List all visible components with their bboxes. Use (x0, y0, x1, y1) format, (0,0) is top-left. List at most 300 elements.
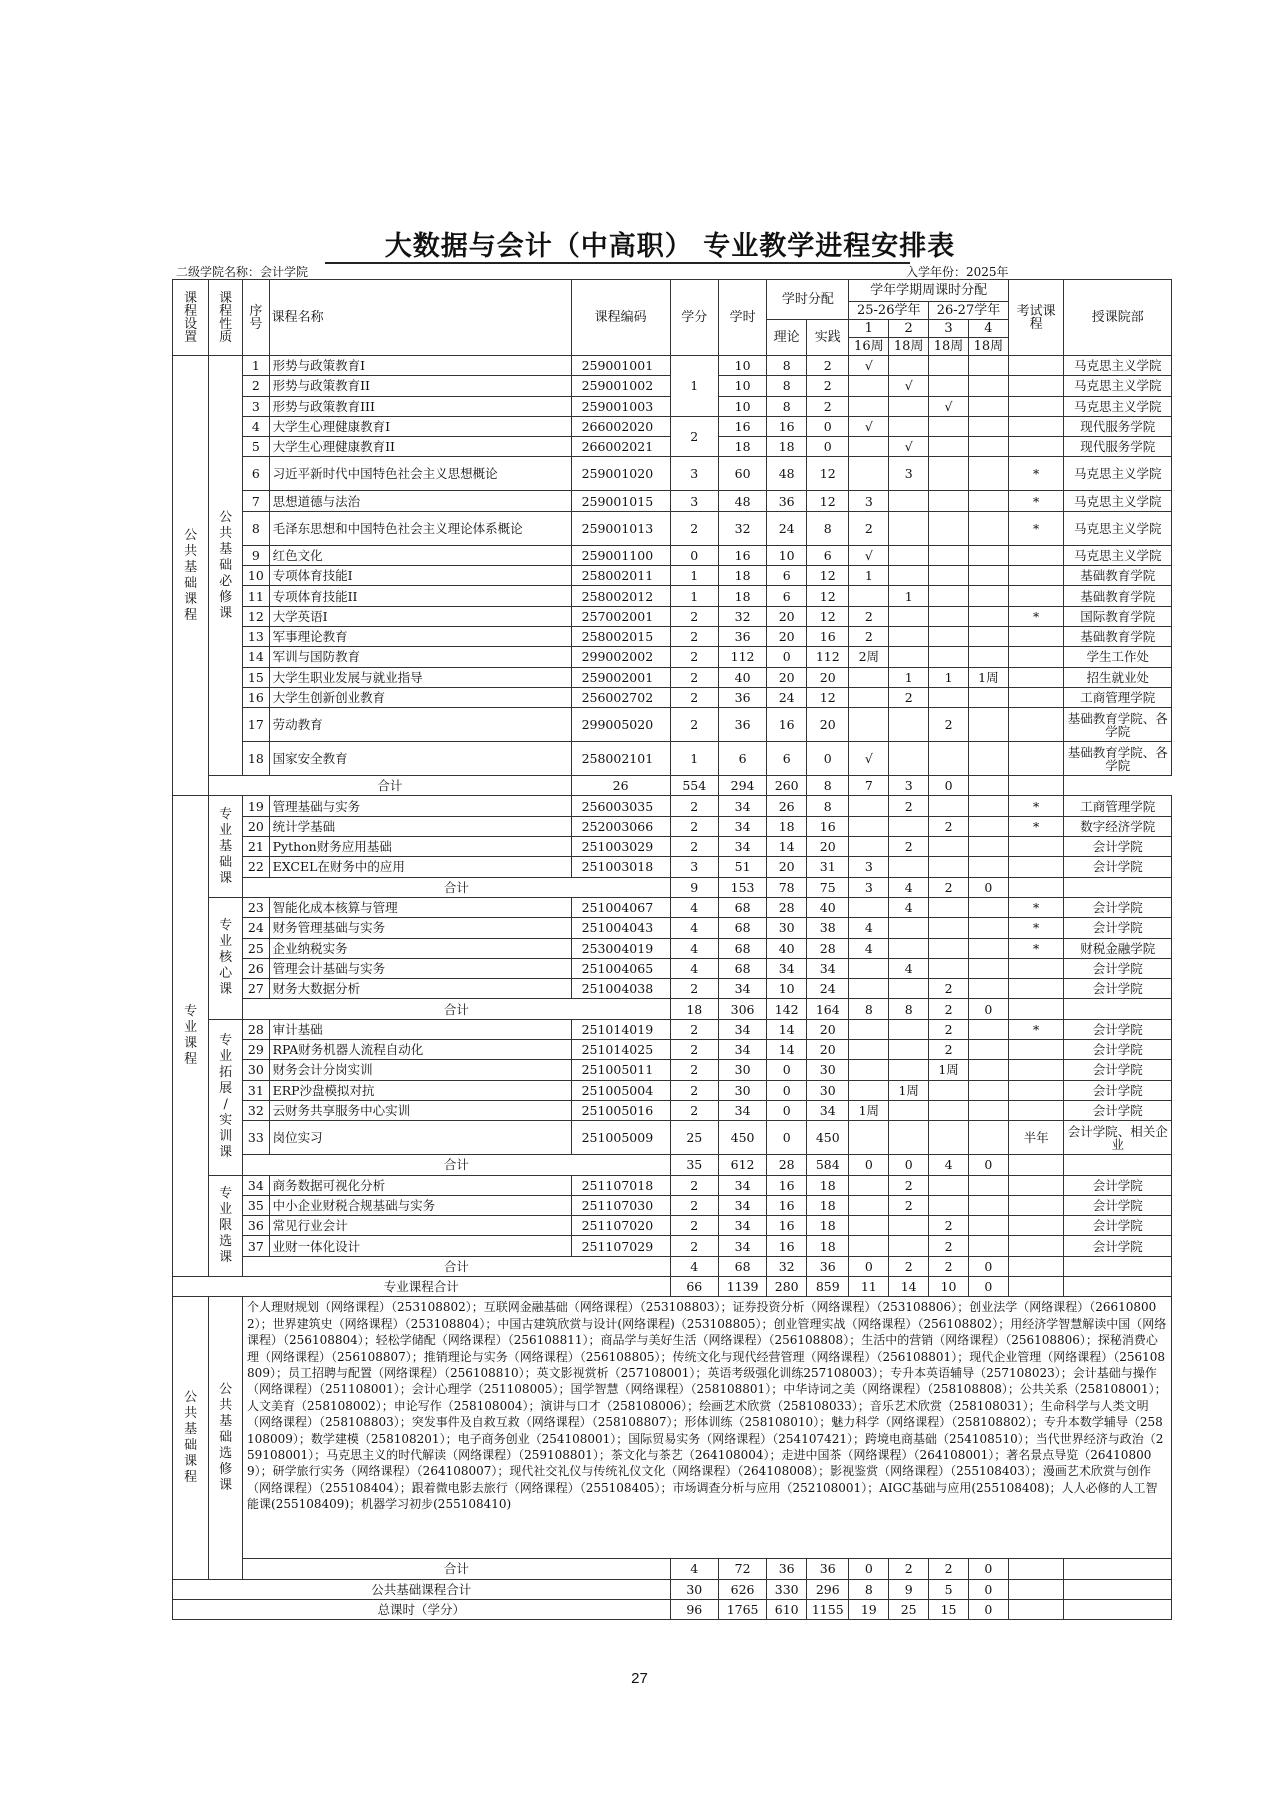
table-row (173, 1040, 1172, 1060)
course-s4 (968, 511, 1008, 545)
table-row (173, 1121, 1172, 1155)
course-name: 专项体育技能I (269, 566, 571, 586)
course-no: 33 (243, 1121, 270, 1155)
group-public-basic: 公 共 基 础 课 程 (173, 356, 209, 796)
course-dept: 马克思主义学院 (1064, 396, 1172, 416)
subtotal-label: 合计 (243, 999, 671, 1019)
course-practice: 8 (807, 796, 849, 816)
course-code: 258002011 (571, 566, 670, 586)
course-exam (1008, 1216, 1064, 1236)
subtotal-dept (1064, 1276, 1172, 1296)
course-code: 256003035 (571, 796, 670, 816)
course-dept: 国际教育学院 (1064, 606, 1172, 626)
subtotal-credit: 18 (670, 999, 718, 1019)
course-s3: 2 (929, 816, 969, 836)
course-name: 大学生心理健康教育II (269, 437, 571, 457)
course-no: 37 (243, 1236, 270, 1256)
subtotal-theory: 78 (767, 877, 807, 897)
course-s1: √ (849, 356, 889, 376)
course-exam: * (1008, 897, 1064, 917)
subtotal-s3: 4 (929, 1155, 969, 1175)
course-dept: 会计学院 (1064, 1236, 1172, 1256)
subtotal-practice: 584 (807, 1155, 849, 1175)
table-row (173, 491, 1172, 511)
course-s3 (929, 376, 969, 396)
course-no: 4 (243, 416, 270, 436)
course-hours: 32 (718, 606, 766, 626)
table-row (173, 1100, 1172, 1120)
course-credit: 2 (670, 1236, 718, 1256)
table-row (173, 356, 1172, 376)
course-code: 266002020 (571, 416, 670, 436)
course-code: 251004067 (571, 897, 670, 917)
course-s1 (849, 687, 889, 707)
course-s4 (968, 396, 1008, 416)
course-theory: 20 (767, 667, 807, 687)
course-s3 (929, 857, 969, 877)
course-dept: 会计学院 (1064, 918, 1172, 938)
course-s4 (968, 1236, 1008, 1256)
course-name: Python财务应用基础 (269, 837, 571, 857)
course-practice: 30 (807, 1060, 849, 1080)
course-code: 251003018 (571, 857, 670, 877)
course-exam (1008, 979, 1064, 999)
course-s4 (968, 1175, 1008, 1195)
subtotal-s2: 8 (889, 999, 929, 1019)
course-s2: 2 (889, 687, 929, 707)
course-name: 思想道德与法治 (269, 491, 571, 511)
course-credit: 2 (670, 511, 718, 545)
subtotal-exam (1008, 999, 1064, 1019)
header-practice: 实践 (807, 320, 849, 356)
course-name: 企业纳税实务 (269, 938, 571, 958)
course-hours: 34 (718, 837, 766, 857)
course-name: 智能化成本核算与管理 (269, 897, 571, 917)
course-no: 7 (243, 491, 270, 511)
course-s4 (968, 857, 1008, 877)
summary-row (173, 1276, 1172, 1296)
header-sem2: 2 (889, 320, 929, 338)
course-dept: 基础教育学院 (1064, 586, 1172, 606)
course-dept: 马克思主义学院 (1064, 356, 1172, 376)
subtotal-s4: 0 (968, 1256, 1008, 1276)
subtotal-s2: 9 (889, 1579, 929, 1599)
course-theory: 10 (767, 979, 807, 999)
college-name: 二级学院名称：会计学院 (176, 265, 309, 279)
course-no: 18 (243, 742, 270, 776)
course-name: EXCEL在财务中的应用 (269, 857, 571, 877)
course-exam (1008, 416, 1064, 436)
course-s1: 4 (849, 918, 889, 938)
course-s3 (929, 1100, 969, 1120)
course-s3: 2 (929, 1236, 969, 1256)
course-hours: 34 (718, 1175, 766, 1195)
table-row (173, 626, 1172, 646)
course-name: 财务会计分岗实训 (269, 1060, 571, 1080)
course-practice: 12 (807, 687, 849, 707)
course-exam: * (1008, 491, 1064, 511)
course-exam (1008, 687, 1064, 707)
header-sem1: 1 (849, 320, 889, 338)
course-s3 (929, 586, 969, 606)
course-dept: 会计学院 (1064, 1060, 1172, 1080)
course-dept: 工商管理学院 (1064, 796, 1172, 816)
course-exam (1008, 586, 1064, 606)
table-row (173, 857, 1172, 877)
course-s1 (849, 457, 889, 491)
course-dept: 现代服务学院 (1064, 416, 1172, 436)
subtotal-s3: 15 (929, 1599, 969, 1619)
course-dept: 基础教育学院 (1064, 566, 1172, 586)
header-week-alloc: 学年学期周课时分配 (849, 280, 1008, 302)
course-name: 大学生创新创业教育 (269, 687, 571, 707)
header-dept: 授课院部 (1064, 280, 1172, 356)
course-code: 258002012 (571, 586, 670, 606)
course-code: 259001013 (571, 511, 670, 545)
course-dept: 工商管理学院 (1064, 687, 1172, 707)
course-practice: 0 (807, 437, 849, 457)
course-credit: 2 (670, 1175, 718, 1195)
summary-row (173, 1155, 1172, 1175)
course-exam (1008, 857, 1064, 877)
course-code: 253004019 (571, 938, 670, 958)
subtotal-practice: 1155 (807, 1599, 849, 1619)
course-no: 34 (243, 1175, 270, 1195)
course-dept: 会计学院 (1064, 1175, 1172, 1195)
course-no: 8 (243, 511, 270, 545)
subtotal-exam (968, 776, 1008, 796)
subtotal-credit: 35 (670, 1155, 718, 1175)
course-exam: * (1008, 816, 1064, 836)
summary-row (173, 999, 1172, 1019)
table-row (173, 457, 1172, 491)
subtotal-label: 合计 (243, 877, 671, 897)
course-credit: 2 (670, 1100, 718, 1120)
subtotal-hours: 612 (718, 1155, 766, 1175)
subtotal-s4: 0 (968, 1579, 1008, 1599)
course-s4 (968, 376, 1008, 396)
course-exam: * (1008, 511, 1064, 545)
course-theory: 6 (767, 586, 807, 606)
course-dept: 招生就业处 (1064, 667, 1172, 687)
course-practice: 12 (807, 457, 849, 491)
course-s1 (849, 1216, 889, 1236)
course-s1 (849, 958, 889, 978)
course-s3 (929, 837, 969, 857)
course-code: 251004065 (571, 958, 670, 978)
course-practice: 28 (807, 938, 849, 958)
course-code: 259001002 (571, 376, 670, 396)
subtotal-theory: 28 (767, 1155, 807, 1175)
table-row (173, 606, 1172, 626)
course-s2 (889, 491, 929, 511)
course-s3 (929, 356, 969, 376)
subtotal-credit: 4 (670, 1559, 718, 1579)
course-s1 (849, 837, 889, 857)
subtotal-s4: 0 (968, 1599, 1008, 1619)
course-hours: 18 (718, 566, 766, 586)
course-dept: 财税金融学院 (1064, 938, 1172, 958)
course-no: 21 (243, 837, 270, 857)
course-credit: 1 (670, 566, 718, 586)
header-exam: 考试课程 (1008, 280, 1064, 356)
course-s4 (968, 1100, 1008, 1120)
course-s1 (849, 897, 889, 917)
summary-row (173, 1579, 1172, 1599)
course-s4 (968, 687, 1008, 707)
course-hours: 34 (718, 1019, 766, 1039)
course-theory: 0 (767, 1080, 807, 1100)
course-s1 (849, 1040, 889, 1060)
table-row (173, 897, 1172, 917)
subtotal-s2: 25 (889, 1599, 929, 1619)
course-hours: 18 (718, 586, 766, 606)
subtotal-s4: 0 (968, 999, 1008, 1019)
subtotal-exam (1008, 1256, 1064, 1276)
subtotal-exam (1008, 1579, 1064, 1599)
course-name: 商务数据可视化分析 (269, 1175, 571, 1195)
course-dept: 会计学院 (1064, 1195, 1172, 1215)
course-practice: 112 (807, 647, 849, 667)
course-s3 (929, 897, 969, 917)
course-credit: 2 (670, 667, 718, 687)
header-weeks1: 16周 (849, 338, 889, 356)
course-code: 266002021 (571, 437, 670, 457)
course-s2: 1 (889, 586, 929, 606)
course-theory: 8 (767, 356, 807, 376)
course-practice: 12 (807, 491, 849, 511)
subtotal-s3: 5 (929, 1579, 969, 1599)
subtotal-s2: 2 (889, 1256, 929, 1276)
header-course-setting: 课 程 设 置 (173, 280, 209, 356)
course-name: 形势与政策教育II (269, 376, 571, 396)
course-theory: 40 (767, 938, 807, 958)
header-weeks2: 18周 (889, 338, 929, 356)
subtotal-theory: 610 (767, 1599, 807, 1619)
course-no: 6 (243, 457, 270, 491)
course-theory: 16 (767, 708, 807, 742)
course-hours: 32 (718, 511, 766, 545)
subtotal-s3: 2 (929, 999, 969, 1019)
course-s3 (929, 491, 969, 511)
course-s4 (968, 356, 1008, 376)
table-row (173, 586, 1172, 606)
course-dept: 基础教育学院 (1064, 626, 1172, 646)
course-no: 26 (243, 958, 270, 978)
course-s3: 2 (929, 1040, 969, 1060)
course-dept: 会计学院 (1064, 979, 1172, 999)
course-dept: 会计学院 (1064, 958, 1172, 978)
course-s2: √ (889, 437, 929, 457)
public-total-label: 公共基础课程合计 (173, 1579, 671, 1599)
schedule-table (172, 279, 1172, 1620)
course-s4 (968, 979, 1008, 999)
subtotal-credit: 96 (670, 1599, 718, 1619)
course-s3 (929, 545, 969, 565)
table-row (173, 647, 1172, 667)
course-credit: 2 (670, 1019, 718, 1039)
course-credit: 1 (670, 586, 718, 606)
table-row (173, 1236, 1172, 1256)
course-s1 (849, 1121, 889, 1155)
course-theory: 8 (767, 396, 807, 416)
course-no: 2 (243, 376, 270, 396)
course-s3 (929, 1080, 969, 1100)
course-dept: 会计学院 (1064, 857, 1172, 877)
table-row (173, 708, 1172, 742)
subtotal-s2: 7 (849, 776, 889, 796)
course-no: 9 (243, 545, 270, 565)
course-s1: 2 (849, 626, 889, 646)
course-s3: 1周 (929, 1060, 969, 1080)
subtotal-s3: 2 (929, 877, 969, 897)
grand-total-label: 总课时（学分） (173, 1599, 671, 1619)
course-s2 (889, 416, 929, 436)
course-no: 3 (243, 396, 270, 416)
course-exam: * (1008, 938, 1064, 958)
course-practice: 2 (807, 356, 849, 376)
subtotal-practice: 164 (807, 999, 849, 1019)
course-name: 习近平新时代中国特色社会主义思想概论 (269, 457, 571, 491)
course-s4 (968, 491, 1008, 511)
subtotal-exam (1008, 1599, 1064, 1619)
course-hours: 34 (718, 1216, 766, 1236)
course-code: 251107018 (571, 1175, 670, 1195)
course-exam: * (1008, 918, 1064, 938)
subtotal-practice: 859 (807, 1276, 849, 1296)
course-theory: 16 (767, 1216, 807, 1236)
course-s3: 2 (929, 979, 969, 999)
course-s1: 2 (849, 511, 889, 545)
course-hours: 16 (718, 416, 766, 436)
course-s2: 3 (889, 457, 929, 491)
course-code: 251004038 (571, 979, 670, 999)
course-hours: 68 (718, 958, 766, 978)
course-s4 (968, 437, 1008, 457)
course-theory: 18 (767, 816, 807, 836)
course-hours: 68 (718, 918, 766, 938)
course-credit: 25 (670, 1121, 718, 1155)
course-s1: √ (849, 416, 889, 436)
course-credit: 4 (670, 897, 718, 917)
course-hours: 112 (718, 647, 766, 667)
course-theory: 26 (767, 796, 807, 816)
course-code: 251107029 (571, 1236, 670, 1256)
course-s2 (889, 816, 929, 836)
course-theory: 20 (767, 857, 807, 877)
subtotal-s1: 11 (849, 1276, 889, 1296)
subtotal-theory: 330 (767, 1579, 807, 1599)
course-exam (1008, 1100, 1064, 1120)
course-s1 (849, 1019, 889, 1039)
course-no: 23 (243, 897, 270, 917)
subtotal-theory: 32 (767, 1256, 807, 1276)
subtotal-label: 合计 (243, 1559, 671, 1579)
course-s1: √ (849, 545, 889, 565)
subtotal-s2: 4 (889, 877, 929, 897)
course-practice: 20 (807, 1019, 849, 1039)
course-s1 (849, 667, 889, 687)
header-theory: 理论 (767, 320, 807, 356)
subtotal-practice: 260 (767, 776, 807, 796)
subtotal-exam (1008, 1276, 1064, 1296)
subtotal-s2: 14 (889, 1276, 929, 1296)
subtotal-s1: 0 (849, 1256, 889, 1276)
course-s2 (889, 1121, 929, 1155)
subtotal-theory: 294 (718, 776, 766, 796)
course-s4 (968, 626, 1008, 646)
course-theory: 30 (767, 918, 807, 938)
schedule-body (173, 356, 1172, 1620)
course-hours: 34 (718, 979, 766, 999)
course-practice: 0 (807, 742, 849, 776)
course-exam (1008, 1236, 1064, 1256)
course-exam: 半年 (1008, 1121, 1064, 1155)
course-code: 259001020 (571, 457, 670, 491)
electives-list: 个人理财规划（网络课程）（253108802）；互联网金融基础（网络课程）（253108803）；证券投资分析（网络课程）（253108806）；创业法学（网络课程）（266108002）；世界建筑史（网络课程）（253108804）；中国古建筑欣赏与设计(网络课程)（253108805）；创业管理实战（网络课程）（256108802）；用经济学智慧解读中国（网络课程）（256108804）；轻松学储配（网络课程）（256108811）；商品学与美好生活（网络课程）（256108808）；生活中的营销（网络课程）（256108806）；探秘消费心理（网络课程）（256108807）；推销理论与实务（网络课程）（256108805）；传统文化与现代经营管理（网络课程）（256108801）；现代企业管理（网络课程）（256108809）；员工招聘与配置（网络课程）（256108810）；英文影视赏析（257108001）；英语考级强化训练257108003）；专升本英语辅导（257108023）；会计基础与操作（网络课程）（251108001）；会计心理学（251108005）；国学智慧（网络课程）（258108801）；中华诗词之美（网络课程）（258108808）；公共关系（258108001）；人文美育（258108002）；申论写作（258108004）；演讲与口才（258108006）；绘画艺术欣赏（258108033）；音乐艺术欣赏（258108031）；生命科学与人类文明（网络课程）（258108803）；突发事件及自救互救（网络课程）（258108807）；形体训练（258108010）；魅力科学（网络课程）（258108802）；专升本数学辅导（258108009）；数学建模（258108201）；电子商务创业（254108001）；国际贸易实务（网络课程）（254107421）；跨境电商基础（254108510）；当代世界经济与政治（259108001）；马克思主义的时代解读（网络课程）（259108801）；茶文化与茶艺（264108004）；走进中国茶（网络课程）（264108001）；著名景点导览（264108009）；研学旅行实务（网络课程）（264108007）；现代社交礼仪与传统礼仪文化（网络课程）（264108008）；影视鉴赏（网络课程）（255108403）；漫画艺术欣赏与创作（网络课程）（255108404）；跟着微电影去旅行（网络课程）（255108405）；市场调查分析与应用（252108001）；AIGC基础与应用(255108408)；人人必修的人工智能课(255108409)；机器学习初步(255108410) (243, 1297, 1172, 1559)
course-code: 299005020 (571, 708, 670, 742)
course-credit: 3 (670, 491, 718, 511)
document-title (170, 224, 1170, 268)
course-theory: 8 (767, 376, 807, 396)
subtotal-practice: 75 (807, 877, 849, 897)
table-row (173, 687, 1172, 707)
subtotal-s4: 0 (968, 877, 1008, 897)
table-row (173, 1060, 1172, 1080)
course-s2: 4 (889, 897, 929, 917)
subtotal-s1: 19 (849, 1599, 889, 1619)
course-s4 (968, 566, 1008, 586)
group-public-basic-2: 公 共 基 础 课 程 (173, 1297, 209, 1579)
course-exam (1008, 667, 1064, 687)
subtotal-dept (1064, 877, 1172, 897)
course-dept: 马克思主义学院 (1064, 457, 1172, 491)
subtotal-hours: 72 (718, 1559, 766, 1579)
course-s3 (929, 958, 969, 978)
course-credit: 1 (670, 742, 718, 776)
course-exam (1008, 708, 1064, 742)
course-s2 (889, 1100, 929, 1120)
course-exam (1008, 1080, 1064, 1100)
course-name: 大学生职业发展与就业指导 (269, 667, 571, 687)
course-code: 252003066 (571, 816, 670, 836)
course-dept: 会计学院、相关企业 (1064, 1121, 1172, 1155)
course-hours: 68 (718, 938, 766, 958)
course-name: 大学英语I (269, 606, 571, 626)
subtotal-s3: 2 (929, 1256, 969, 1276)
subtotal-hours: 626 (718, 1579, 766, 1599)
course-s1 (849, 396, 889, 416)
table-row (173, 1175, 1172, 1195)
course-hours: 30 (718, 1080, 766, 1100)
course-credit: 4 (670, 918, 718, 938)
course-practice: 38 (807, 918, 849, 938)
subtotal-practice: 36 (807, 1559, 849, 1579)
table-row (173, 1019, 1172, 1039)
table-row (173, 511, 1172, 545)
course-practice: 18 (807, 1195, 849, 1215)
course-s4 (968, 742, 1008, 776)
subtotal-hours: 1139 (718, 1276, 766, 1296)
course-name: 红色文化 (269, 545, 571, 565)
subtotal-label: 合计 (209, 776, 571, 796)
course-s1 (849, 1080, 889, 1100)
course-s1 (849, 376, 889, 396)
course-s3 (929, 626, 969, 646)
course-code: 251014025 (571, 1040, 670, 1060)
course-exam (1008, 1060, 1064, 1080)
subtotal-hours: 153 (718, 877, 766, 897)
